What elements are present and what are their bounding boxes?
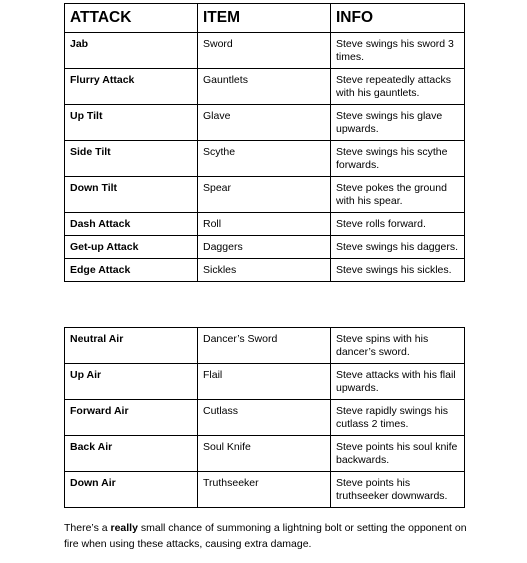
air-attacks-table <box>64 327 465 508</box>
attack-cell: Edge Attack <box>65 259 198 282</box>
table-row <box>65 177 465 213</box>
table-row <box>65 141 465 177</box>
table-row <box>65 472 465 508</box>
attack-cell: Down Tilt <box>65 177 198 213</box>
item-cell: Dancer’s Sword <box>198 328 331 364</box>
info-cell: Steve spins with his dancer’s sword. <box>331 328 465 364</box>
info-cell: Steve pokes the ground with his spear. <box>331 177 465 213</box>
item-cell: Glave <box>198 105 331 141</box>
info-cell: Steve rolls forward. <box>331 213 465 236</box>
attack-cell: Get-up Attack <box>65 236 198 259</box>
attack-cell: Back Air <box>65 436 198 472</box>
item-cell: Sickles <box>198 259 331 282</box>
item-cell: Soul Knife <box>198 436 331 472</box>
table-row <box>65 400 465 436</box>
attack-cell: Down Air <box>65 472 198 508</box>
footnote-text-end: small chance of summoning a lightning bolt or setting the opponent on fire when using these attacks, causing extra damage. <box>64 522 467 550</box>
table-row <box>65 213 465 236</box>
header-info: INFO <box>331 4 465 33</box>
table-row <box>65 69 465 105</box>
item-cell: Flail <box>198 364 331 400</box>
item-cell: Scythe <box>198 141 331 177</box>
info-cell: Steve swings his glave upwards. <box>331 105 465 141</box>
info-cell: Steve swings his sickles. <box>331 259 465 282</box>
info-cell: Steve swings his daggers. <box>331 236 465 259</box>
item-cell: Daggers <box>198 236 331 259</box>
footnote-paragraph <box>64 520 484 552</box>
attack-cell: Up Tilt <box>65 105 198 141</box>
item-cell: Cutlass <box>198 400 331 436</box>
attack-cell: Up Air <box>65 364 198 400</box>
table-row <box>65 328 465 364</box>
info-cell: Steve rapidly swings his cutlass 2 times. <box>331 400 465 436</box>
item-cell: Truthseeker <box>198 472 331 508</box>
item-cell: Roll <box>198 213 331 236</box>
attack-cell: Flurry Attack <box>65 69 198 105</box>
attack-cell: Dash Attack <box>65 213 198 236</box>
header-item: ITEM <box>198 4 331 33</box>
table-row <box>65 364 465 400</box>
item-cell: Sword <box>198 33 331 69</box>
table-header-row <box>65 4 465 33</box>
info-cell: Steve points his soul knife backwards. <box>331 436 465 472</box>
attack-cell: Side Tilt <box>65 141 198 177</box>
table-row <box>65 236 465 259</box>
info-cell: Steve swings his scythe forwards. <box>331 141 465 177</box>
table-row <box>65 436 465 472</box>
info-cell: Steve attacks with his flail upwards. <box>331 364 465 400</box>
ground-attacks-table <box>64 3 465 282</box>
info-cell: Steve repeatedly attacks with his gauntlets. <box>331 69 465 105</box>
info-cell: Steve swings his sword 3 times. <box>331 33 465 69</box>
footnote-emphasis: really <box>110 522 138 534</box>
table-row <box>65 33 465 69</box>
table-row <box>65 259 465 282</box>
item-cell: Spear <box>198 177 331 213</box>
attack-cell: Jab <box>65 33 198 69</box>
attack-cell: Neutral Air <box>65 328 198 364</box>
footnote-text-start: There’s a <box>64 522 111 534</box>
table-row <box>65 105 465 141</box>
attack-cell: Forward Air <box>65 400 198 436</box>
item-cell: Gauntlets <box>198 69 331 105</box>
info-cell: Steve points his truthseeker downwards. <box>331 472 465 508</box>
header-attack: ATTACK <box>65 4 198 33</box>
